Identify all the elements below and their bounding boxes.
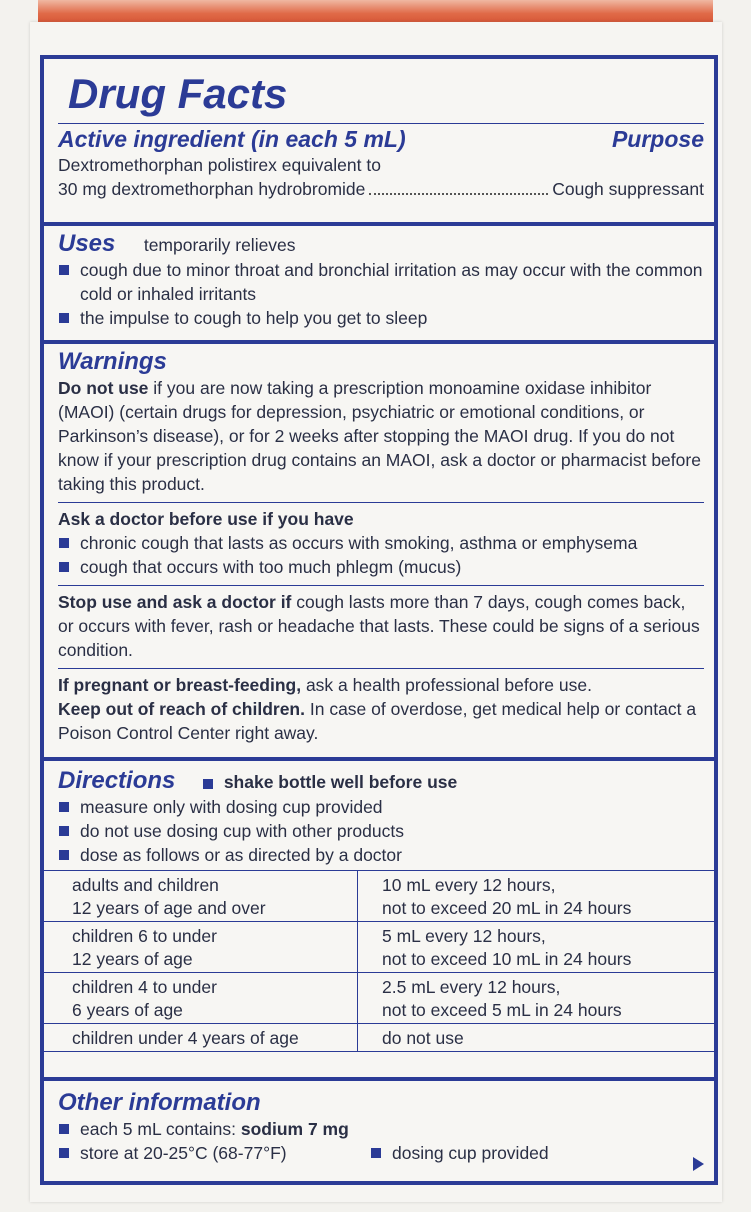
directions-shake: shake bottle well before use: [202, 772, 457, 792]
other-info-row: [58, 1141, 704, 1165]
other-info-item: store at 20-25°C (68-77°F): [58, 1141, 370, 1165]
warnings-heading: Warnings: [58, 348, 167, 375]
do-not-use-label: Do not use: [58, 378, 149, 398]
uses-heading: Uses: [58, 230, 116, 257]
leader-dots: [369, 193, 548, 195]
stop-use-text: cough lasts more than 7 days, cough comes back, or occurs with fever, rash or headache that lasts. These could be signs of a serious condition.: [58, 592, 700, 660]
active-ingredient-line2: [58, 177, 704, 201]
table-cell-age: adults and children 12 years of age and over: [44, 871, 358, 922]
table-cell-age: children 4 to under 6 years of age: [44, 973, 358, 1024]
directions-item: dose as follows or as directed by a doctor: [58, 843, 714, 867]
pregnancy-text: ask a health professional before use.: [305, 675, 592, 695]
drug-facts-panel: [40, 55, 718, 1185]
directions-heading: Directions: [58, 767, 176, 794]
table-row: [44, 1024, 714, 1052]
keep-out-text: In case of overdose, get medical help or contact a Poison Control Center right away.: [58, 699, 697, 743]
keep-out-label: Keep out of reach of children.: [58, 699, 305, 719]
pregnancy-paragraph: [58, 673, 704, 697]
table-cell-dose: do not use: [358, 1024, 715, 1052]
uses-item: the impulse to cough to help you get to sleep: [58, 306, 704, 330]
uses-item: cough due to minor throat and bronchial irritation as may occur with the common cold or inhaled irritants: [58, 258, 704, 306]
table-cell-dose: 10 mL every 12 hours, not to exceed 20 mL in 24 hours: [358, 871, 715, 922]
directions-section: [44, 757, 714, 1077]
active-ingredient-line1: Dextromethorphan polistirex equivalent to: [58, 155, 381, 175]
ask-doctor-item: chronic cough that lasts as occurs with smoking, asthma or emphysema: [58, 531, 704, 555]
table-cell-age: children under 4 years of age: [44, 1024, 358, 1052]
purpose-value: Cough suppressant: [552, 179, 704, 199]
pregnancy-label: If pregnant or breast-feeding,: [58, 675, 302, 695]
table-row: [44, 973, 714, 1024]
table-row: [44, 871, 714, 922]
stop-use-label: Stop use and ask a doctor if: [58, 592, 292, 612]
ask-doctor-label: Ask a doctor before use if you have: [58, 509, 354, 529]
directions-item: measure only with dosing cup provided: [58, 795, 714, 819]
keep-out-paragraph: [58, 697, 704, 745]
other-info-text: each 5 mL contains:: [80, 1119, 236, 1139]
table-cell-dose: 5 mL every 12 hours, not to exceed 10 mL in 24 hours: [358, 922, 715, 973]
other-info-item: dosing cup provided: [370, 1141, 549, 1165]
ask-doctor-item: cough that occurs with too much phlegm (mucus): [58, 555, 704, 579]
do-not-use-text: if you are now taking a prescription monoamine oxidase inhibitor (MAOI) (certain drugs for depression, psychiatric or emotional conditions, or Parkinson’s disease), or for 2 weeks after stopping the MAOI drug. If you do not know if your prescription drug contains an MAOI, ask a doctor or pharmacist before taking this product.: [58, 378, 701, 494]
uses-section: [44, 222, 714, 340]
active-ingredient-heading: Active ingredient (in each 5 mL): [58, 126, 406, 152]
directions-item: do not use dosing cup with other products: [58, 819, 714, 843]
purpose-heading: Purpose: [611, 126, 704, 152]
other-information-heading: Other information: [58, 1089, 261, 1116]
active-ingredient-name: 30 mg dextromethorphan hydrobromide: [58, 179, 366, 199]
warnings-divider: [58, 585, 704, 586]
drug-facts-title: Drug Facts: [68, 70, 288, 117]
warnings-divider: [58, 502, 704, 503]
title-divider: [58, 123, 704, 124]
other-information-section: [44, 1077, 714, 1181]
stop-use-paragraph: [58, 590, 704, 662]
other-info-item: [58, 1117, 704, 1141]
do-not-use-paragraph: [58, 376, 704, 496]
active-ingredient-section: [44, 59, 714, 222]
sodium-value: sodium 7 mg: [240, 1119, 349, 1139]
uses-intro: temporarily relieves: [143, 235, 296, 255]
warnings-divider: [58, 668, 704, 669]
table-cell-age: children 6 to under 12 years of age: [44, 922, 358, 973]
dosage-table: [44, 870, 714, 1052]
continue-arrow-icon: [693, 1157, 704, 1171]
table-cell-dose: 2.5 mL every 12 hours, not to exceed 5 mL in 24 hours: [358, 973, 715, 1024]
warnings-section: [44, 340, 714, 757]
table-row: [44, 922, 714, 973]
